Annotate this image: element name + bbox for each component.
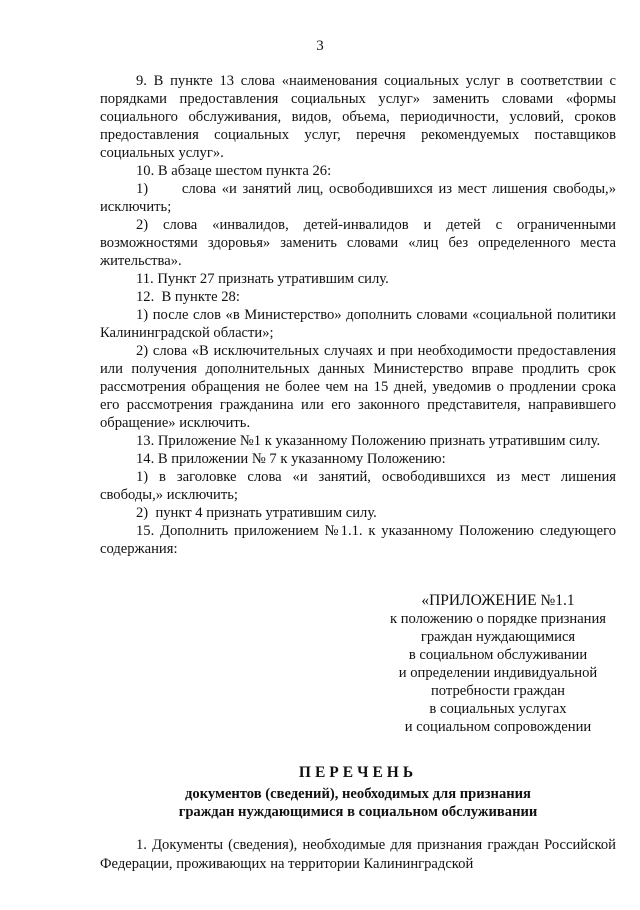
paragraph-subitem-10-2: 2) слова «инвалидов, детей-инвалидов и детей с ограниченными возможностями здоровья» заменить словами «лиц без определенного места жительства». — [100, 217, 616, 269]
paragraph-subitem-12-2: 2) слова «В исключительных случаях и при необходимости предоставления или получения дополнительных данных Министерство вправе продлить срок рассмотрения обращения не более чем на 15 дней, уведомив о продлении срока его рассмотрения гражданина или его законного представителя, направившего обращение» исключить. — [100, 343, 616, 431]
paragraph-subitem-14-2: 2) пункт 4 признать утратившим силу. — [136, 505, 377, 521]
paragraph-subitem-14-1: 1) в заголовке слова «и занятий, освободившихся из мест лишения свободы,» исключить; — [100, 469, 616, 503]
paragraph-item-12: 12. В пункте 28: — [136, 289, 240, 305]
paragraph-item-10: 10. В абзаце шестом пункта 26: — [136, 163, 332, 179]
appendix-line: к положению о порядке признания — [389, 611, 607, 627]
page-number: 3 — [316, 38, 324, 54]
paragraph-subitem-10-1: 1) слова «и занятий лиц, освободившихся из мест лишения свободы,» исключить; — [100, 181, 620, 215]
paragraph-item-14: 14. В приложении № 7 к указанному Положению: — [136, 451, 446, 467]
closing-paragraph: 1. Документы (сведения), необходимые для признания граждан Российской Федерации, проживающих на территории Калининградской — [100, 837, 616, 872]
list-subtitle-line: документов (сведений), необходимых для признания — [185, 786, 531, 802]
appendix-line: потребности граждан — [430, 683, 565, 699]
appendix-title: «ПРИЛОЖЕНИЕ №1.1 — [421, 592, 575, 609]
paragraph-item-15: 15. Дополнить приложением №1.1. к указанному Положению следующего содержания: — [100, 523, 616, 557]
appendix-header — [366, 592, 630, 736]
list-title: ПЕРЕЧЕНЬ — [298, 764, 418, 781]
paragraph-subitem-12-1: 1) после слов «в Министерство» дополнить словами «социальной политики Калининградской области»; — [100, 307, 616, 341]
appendix-line: в социальном обслуживании — [408, 647, 588, 663]
appendix-line: и социальном сопровождении — [404, 719, 592, 735]
list-subtitle — [100, 785, 616, 821]
appendix-line: в социальных услугах — [429, 701, 567, 717]
paragraph-item-9: 9. В пункте 13 слова «наименования социальных услуг в соответствии с порядками предоставления социальных услуг» заменить словами «формы социального обслуживания, видов, объема, периодичности, условий, сроков предоставления социальных услуг, перечня рекомендуемых поставщиков социальных услуг». — [100, 73, 616, 161]
appendix-line: граждан нуждающимися — [420, 629, 576, 645]
document-body — [100, 72, 620, 558]
closing-section — [100, 836, 616, 874]
appendix-line: и определении индивидуальной — [398, 665, 598, 681]
paragraph-item-13: 13. Приложение №1 к указанному Положению признать утратившим силу. — [136, 433, 601, 449]
list-subtitle-line: граждан нуждающимися в социальном обслуживании — [178, 804, 538, 820]
paragraph-item-11: 11. Пункт 27 признать утратившим силу. — [136, 271, 389, 287]
